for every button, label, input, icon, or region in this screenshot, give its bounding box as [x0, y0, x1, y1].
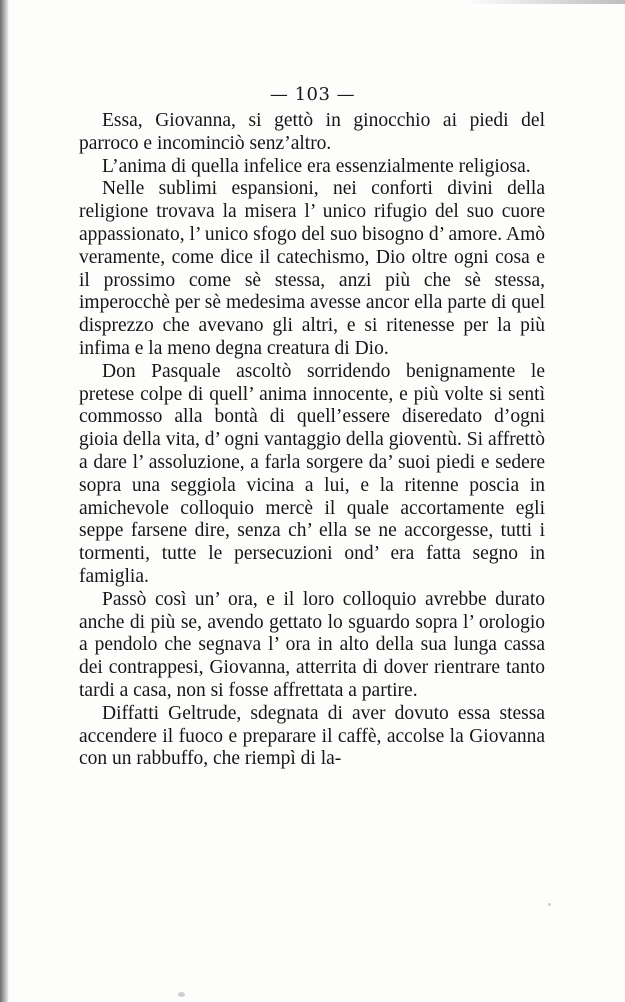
paper-speck: [178, 992, 185, 997]
paragraph: Passò così un’ ora, e il loro colloquio avrebbe durato anche di più se, avendo gettato lo sguardo sopra l’ orologio a pendolo che segnava l’ ora in alto della sua lunga cassa dei contrappesi, Giovanna, atterrita di dover rientrare tanto tardi a casa, non si fosse affrettata a partire.: [79, 588, 545, 701]
body-text: [79, 110, 545, 771]
page-number: — 103 —: [269, 84, 356, 105]
paragraph: Diffatti Geltrude, sdegnata di aver dovuto essa stessa accendere il fuoco e preparare il caffè, accolse la Giovanna con un rabbuffo, che riempì di la-: [79, 702, 545, 770]
paragraph: Nelle sublimi espansioni, nei conforti divini della religione trovava la misera l’ unico rifugio del suo cuore appassionato, l’ unico sfogo del suo bisogno d’ amore. Amò veramente, come dice il catechismo, Dio oltre ogni cosa e il prossimo come sè stessa, anzi più che sè stessa, imperocchè per sè medesima avesse ancor ella parte di quel disprezzo che avevano gli altri, e si ritenesse per la più infima e la meno degna creatura di Dio.: [79, 178, 545, 359]
page-edge-shadow: [465, 0, 625, 4]
paragraph: L’anima di quella infelice era essenzialmente religiosa.: [102, 155, 531, 177]
paragraph: Don Pasquale ascoltò sorridendo benignamente le pretese colpe di quell’ anima innocente, e più volte si sentì commosso alla bontà di quell’essere diseredato d’ogni gioia della vita, d’ ogni vantaggio della gioventù. Si affrettò a dare l’ assoluzione, a farla sorgere da’ suoi piedi e sedere sopra una seggiola vicina a lui, e la ritenne poscia in amichevole colloquio mercè il quale accortamente egli seppe farsene dire, senza ch’ ella se ne accorgesse, tutti i tormenti, tutte le persecuzioni ond’ era fatta segno in famiglia.: [79, 360, 545, 587]
paper-speck: [548, 903, 551, 906]
page-binding-shadow: [0, 0, 9, 1002]
paragraph: Essa, Giovanna, si gettò in ginocchio ai piedi del parroco e incominciò senz’altro.: [79, 110, 545, 154]
